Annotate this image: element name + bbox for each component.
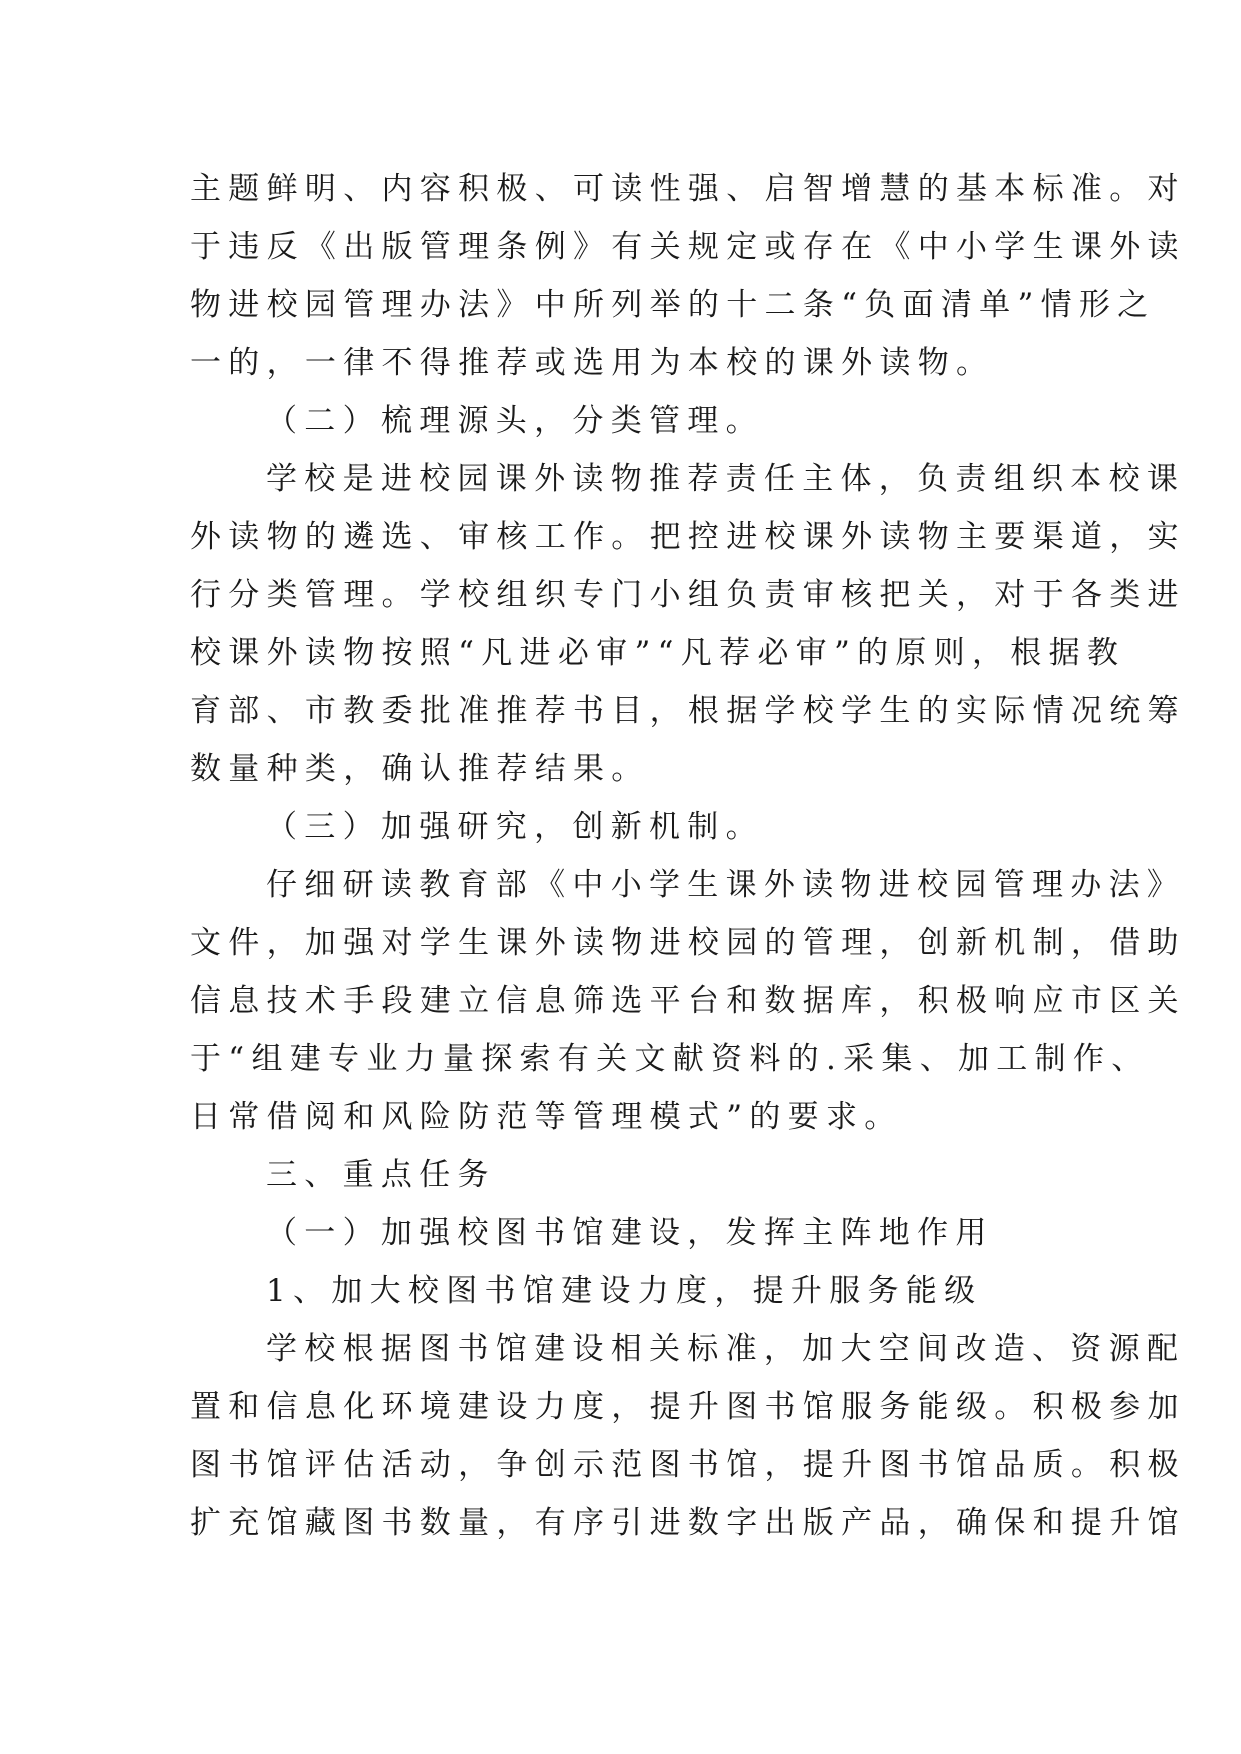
text-line: 仔细研读教育部《中小学生课外读物进校园管理办法》 — [266, 867, 1186, 903]
text-line: 主题鲜明、内容积极、可读性强、启智增慧的基本标准。对 — [190, 171, 1186, 207]
text-line: 图书馆评估活动，争创示范图书馆，提升图书馆品质。积极 — [190, 1447, 1186, 1483]
text-line: 一的，一律不得推荐或选用为本校的课外读物。 — [190, 345, 995, 381]
text-line: 学校根据图书馆建设相关标准，加大空间改造、资源配 — [266, 1331, 1186, 1367]
text-line: 外读物的遴选、审核工作。把控进校课外读物主要渠道，实 — [190, 519, 1186, 555]
text-line: 学校是进校园课外读物推荐责任主体，负责组织本校课 — [266, 461, 1186, 497]
text-line: 校课外读物按照“凡进必审”“凡荐必审”的原则，根据教 — [190, 635, 1126, 671]
text-line: 数量种类，确认推荐结果。 — [190, 751, 650, 787]
document-body — [190, 160, 1186, 1552]
text-line: 育部、市教委批准推荐书目，根据学校学生的实际情况统筹 — [190, 693, 1186, 729]
section-heading: 三、重点任务 — [266, 1157, 496, 1193]
text-line: 日常借阅和风险防范等管理模式”的要求。 — [190, 1099, 903, 1135]
subsection-heading: （一）加强校图书馆建设，发挥主阵地作用 — [266, 1215, 994, 1251]
text-line: 于违反《出版管理条例》有关规定或存在《中小学生课外读 — [190, 229, 1186, 265]
section-heading: （二）梳理源头，分类管理。 — [266, 403, 764, 439]
text-line: 物进校园管理办法》中所列举的十二条“负面清单”情形之 — [190, 287, 1156, 323]
text-line: 文件，加强对学生课外读物进校园的管理，创新机制，借助 — [190, 925, 1186, 961]
text-line: 行分类管理。学校组织专门小组负责审核把关，对于各类进 — [190, 577, 1186, 613]
subsection-heading: 1、加大校图书馆建设力度，提升服务能级 — [266, 1273, 983, 1309]
text-line: 置和信息化环境建设力度，提升图书馆服务能级。积极参加 — [190, 1389, 1186, 1425]
text-line: 信息技术手段建立信息筛选平台和数据库，积极响应市区关 — [190, 983, 1186, 1019]
text-line: 于“组建专业力量探索有关文献资料的.采集、加工制作、 — [190, 1041, 1150, 1077]
text-line: 扩充馆藏图书数量，有序引进数字出版产品，确保和提升馆 — [190, 1505, 1186, 1541]
section-heading: （三）加强研究，创新机制。 — [266, 809, 764, 845]
